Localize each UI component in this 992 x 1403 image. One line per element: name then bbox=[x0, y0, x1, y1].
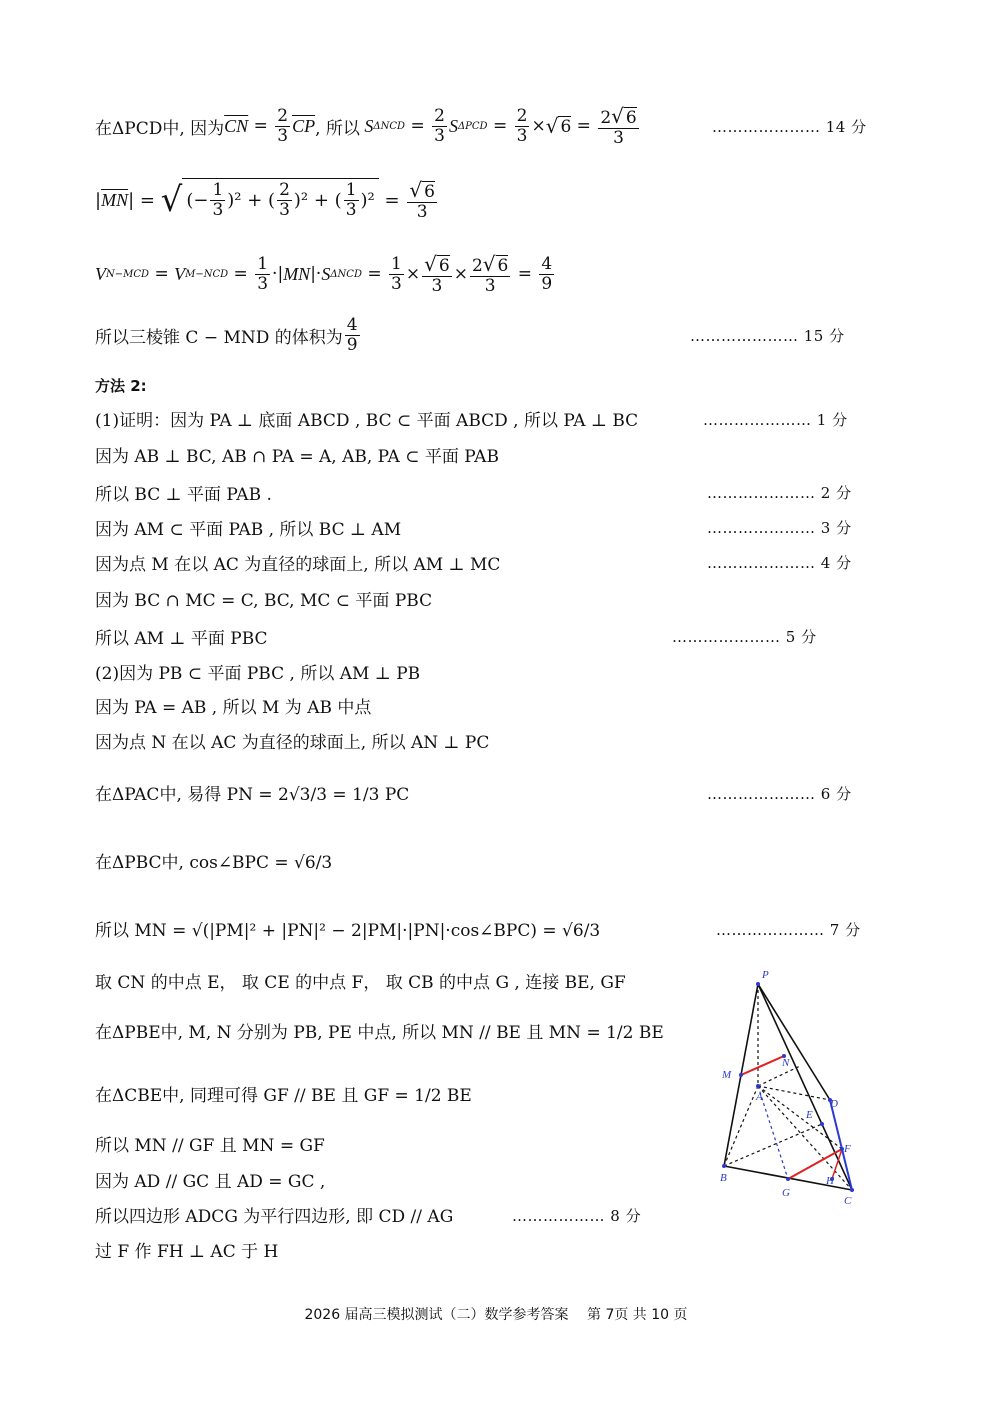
score-3: ………………… 3 分 bbox=[707, 519, 852, 537]
proof-line-4: 因为 AM ⊂ 平面 PAB , 所以 BC ⊥ AM bbox=[95, 519, 402, 540]
line-1-text: 在ΔPCD中, 因为 bbox=[95, 118, 225, 139]
line-2: $|\overline{MN}|$ = √ (− $\frac{1}{3}$ )² + ( $\frac{2}{3}$ )² + ( $\frac{1}{3}$ )² = $\frac{√ 6}{3}$ bbox=[95, 177, 435, 222]
label-A: A bbox=[756, 1091, 763, 1103]
score-5: ………………… 5 分 bbox=[672, 628, 817, 646]
score-6: ………………… 6 分 bbox=[707, 785, 852, 803]
line-4: 所以三棱锥 C − MND 的体积为 $\frac{4}{9}$ bbox=[95, 314, 358, 355]
proof-line-3: 所以 BC ⊥ 平面 PAB . bbox=[95, 484, 272, 505]
line-3: V N−MCD = V M−NCD = $\frac{1}{3}$ ·| MN |· S ΔNCD = $\frac{1}{3}$ × $\frac{√ 6}{3}$ × $\frac{2√ 6}{3}$ = $\frac{4}{9}$ bbox=[95, 251, 553, 296]
label-D: D bbox=[830, 1098, 838, 1110]
label-P: P bbox=[762, 969, 769, 981]
score-7: ………………… 7 分 bbox=[716, 921, 861, 939]
proof-line-17: 所以 MN // GF 且 MN = GF bbox=[95, 1135, 325, 1156]
proof-line-16: 在ΔCBE中, 同理可得 GF // BE 且 GF = 1/2 BE bbox=[95, 1085, 472, 1106]
line-1: 在ΔPCD中, 因为 $\overline{CN}$ = $\frac{2}{3}$ $\overline{CP}$ , 所以 S ΔNCD = $\frac{2}{3}$ S ΔPCD = $\frac{2}{3}$ × √ 6 = $\frac{2√ 6}{3}$ bbox=[95, 103, 637, 148]
proof-line-13: 所以 MN = √(|PM|² + |PN|² − 2|PM|·|PN|·cos∠BPC) = √6/3 bbox=[95, 920, 601, 941]
proof-line-10: 因为点 N 在以 AC 为直径的球面上, 所以 AN ⊥ PC bbox=[95, 732, 490, 753]
pyramid-figure bbox=[712, 966, 882, 1206]
proof-line-18: 因为 AD // GC 且 AD = GC , bbox=[95, 1171, 326, 1192]
label-H: H bbox=[826, 1175, 834, 1187]
proof-line-15: 在ΔPBE中, M, N 分别为 PB, PE 中点, 所以 MN // BE 且 MN = 1/2 BE bbox=[95, 1022, 664, 1043]
edge-AN bbox=[758, 1066, 800, 1086]
proof-line-6: 因为 BC ∩ MC = C, BC, MC ⊂ 平面 PBC bbox=[95, 590, 433, 611]
label-F: F bbox=[844, 1143, 851, 1155]
page-footer: 2026 届高三模拟测试（二）数学参考答案 第 7页 共 10 页 bbox=[304, 1307, 688, 1323]
proof-line-8: (2)因为 PB ⊂ 平面 PBC , 所以 AM ⊥ PB bbox=[95, 663, 421, 684]
proof-line-12: 在ΔPBC中, cos∠BPC = √6/3 bbox=[95, 852, 333, 873]
score-2: ………………… 2 分 bbox=[707, 484, 852, 502]
edge-AD bbox=[758, 1086, 830, 1100]
proof-line-7: 所以 AM ⊥ 平面 PBC bbox=[95, 628, 268, 649]
score-4: ………………… 4 分 bbox=[707, 554, 852, 572]
label-M: M bbox=[722, 1069, 732, 1081]
proof-line-5: 因为点 M 在以 AC 为直径的球面上, 所以 AM ⊥ MC bbox=[95, 554, 501, 575]
label-C: C bbox=[844, 1195, 852, 1206]
proof-line-11: 在ΔPAC中, 易得 PN = 2√3/3 = 1/3 PC bbox=[95, 784, 410, 805]
proof-line-9: 因为 PA = AB , 所以 M 为 AB 中点 bbox=[95, 697, 372, 718]
segment-MN bbox=[741, 1056, 784, 1075]
label-B: B bbox=[720, 1172, 727, 1184]
edge-PD bbox=[758, 984, 830, 1100]
score-14: ………………… 14 分 bbox=[712, 118, 867, 136]
label-G: G bbox=[782, 1187, 790, 1199]
line-1-mid: , 所以 bbox=[315, 118, 360, 139]
proof-line-1: (1)证明：因为 PA ⊥ 底面 ABCD , BC ⊂ 平面 ABCD , 所以 PA ⊥ BC bbox=[95, 410, 639, 431]
method-2-heading: 方法 2: bbox=[95, 376, 147, 395]
label-N: N bbox=[782, 1057, 790, 1069]
label-E: E bbox=[806, 1109, 813, 1121]
proof-line-20: 过 F 作 FH ⊥ AC 于 H bbox=[95, 1241, 279, 1262]
score-1: ………………… 1 分 bbox=[703, 411, 848, 429]
proof-line-2: 因为 AB ⊥ BC, AB ∩ PA = A, AB, PA ⊂ 平面 PAB bbox=[95, 446, 499, 467]
score-8: ……………… 8 分 bbox=[512, 1207, 642, 1225]
score-15: ………………… 15 分 bbox=[690, 327, 845, 345]
proof-line-14: 取 CN 的中点 E， 取 CE 的中点 F， 取 CB 的中点 G , 连接 BE, GF bbox=[95, 972, 626, 993]
proof-line-19: 所以四边形 ADCG 为平行四边形, 即 CD // AG bbox=[95, 1206, 454, 1227]
